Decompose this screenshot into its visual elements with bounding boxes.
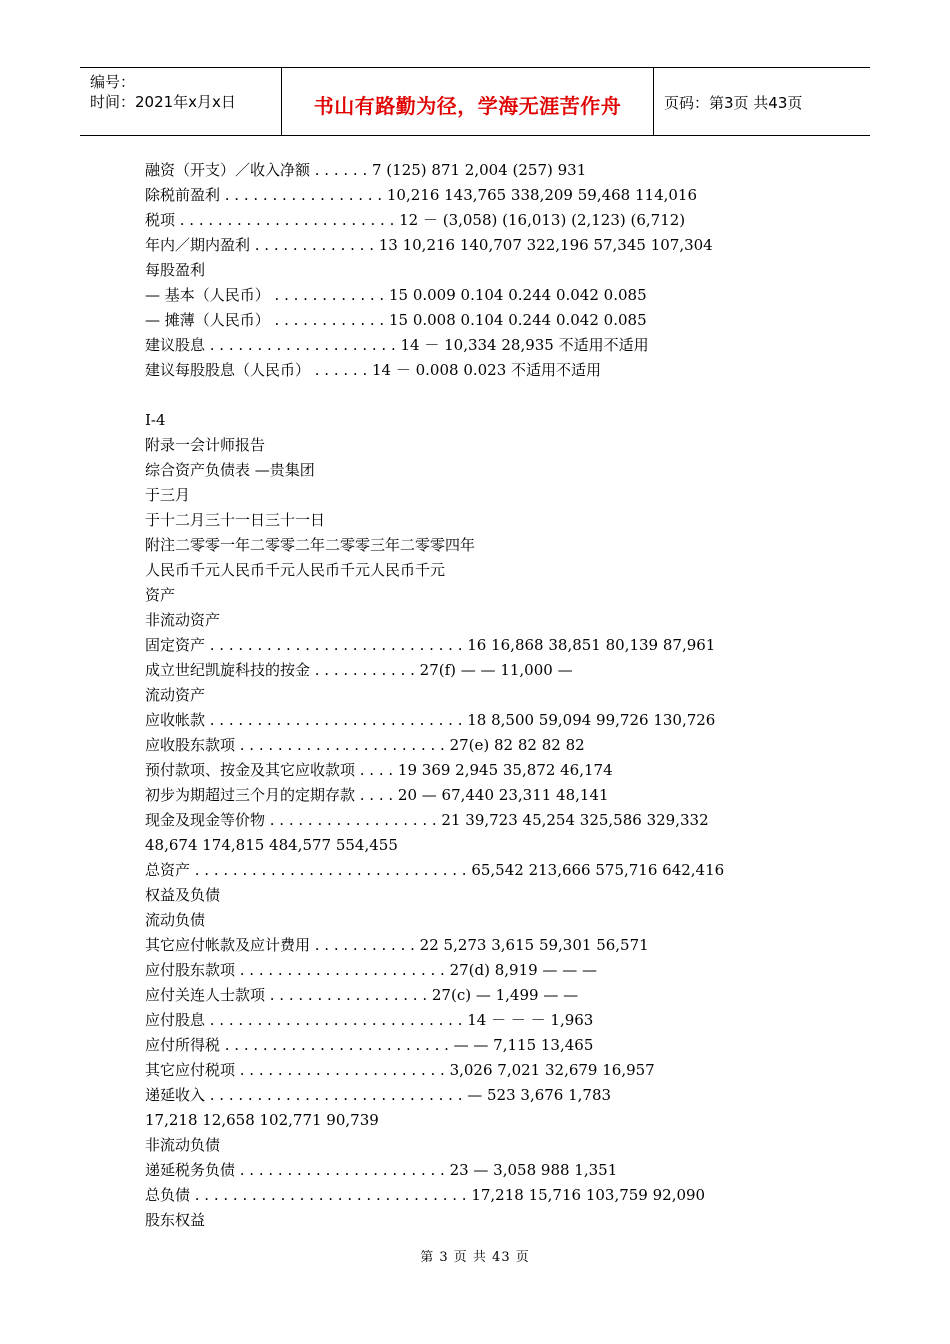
header-bottom-rule [80,135,870,136]
text-line: 附注二零零一年二零零二年二零零三年二零零四年 [145,536,476,554]
text-line: 48,674 174,815 484,577 554,455 [145,836,398,854]
text-line: 非流动负债 [145,1136,221,1154]
text-line: 应付关连人士款项 . . . . . . . . . . . . . . . . . 27(c) — 1,499 — — [145,986,579,1004]
text-line: 建议每股股息（人民币） . . . . . . 14 － 0.008 0.023 不适用不适用 [145,361,602,379]
text-line: 现金及现金等价物 . . . . . . . . . . . . . . . . . . 21 39,723 45,254 325,586 329,332 [145,811,709,829]
text-line: 应收帐款 . . . . . . . . . . . . . . . . . . . . . . . . . . . 18 8,500 59,094 99,726 130,726 [145,711,716,729]
text-line: 综合资产负债表 —贵集团 [145,461,315,479]
text-line: 流动负债 [145,911,206,929]
text-line: 17,218 12,658 102,771 90,739 [145,1111,379,1129]
text-line: 初步为期超过三个月的定期存款 . . . . 20 — 67,440 23,311 48,141 [145,786,609,804]
text-line: 总资产 . . . . . . . . . . . . . . . . . . . . . . . . . . . . . 65,542 213,666 575,716 642,416 [145,861,725,879]
text-line: 于三月 [145,486,191,504]
text-line: 税项 . . . . . . . . . . . . . . . . . . . . . . . 12 － (3,058) (16,013) (2,123) (6,712) [145,211,686,229]
text-line: 其它应付帐款及应计费用 . . . . . . . . . . . 22 5,273 3,615 59,301 56,571 [145,936,649,954]
text-line: 非流动资产 [145,611,221,629]
header-meta [90,72,236,112]
text-line: 于十二月三十一日三十一日 [145,511,326,529]
text-line: 年内／期内盈利 . . . . . . . . . . . . . 13 10,216 140,707 322,196 57,345 107,304 [145,236,713,254]
header-page-label: 页码：第3页 共43页 [664,94,803,112]
time-label: 时间：2021年x月x日 [90,93,236,111]
text-line: 预付款项、按金及其它应收款项 . . . . 19 369 2,945 35,872 46,174 [145,761,613,779]
text-line: 附录一会计师报告 [145,436,266,454]
text-line: 应付股东款项 . . . . . . . . . . . . . . . . . . . . . . 27(d) 8,919 — — — [145,961,597,979]
text-line: 人民币千元人民币千元人民币千元人民币千元 [145,561,446,579]
section-gap [145,383,765,408]
header-motto: 书山有路勤为径，学海无涯苦作舟 [313,94,622,118]
document-body [145,158,765,1233]
text-line: I-4 [145,411,166,429]
text-line: 固定资产 . . . . . . . . . . . . . . . . . . . . . . . . . . . 16 16,868 38,851 80,139 87,961 [145,636,716,654]
text-line: 资产 [145,586,176,604]
text-line: 除税前盈利 . . . . . . . . . . . . . . . . . 10,216 143,765 338,209 59,468 114,016 [145,186,698,204]
text-line: 成立世纪凯旋科技的按金 . . . . . . . . . . . 27(f) — — 11,000 — [145,661,573,679]
number-label: 编号： [90,73,136,91]
text-line: 流动资产 [145,686,206,704]
text-line: 应付所得税 . . . . . . . . . . . . . . . . . . . . . . . . — — 7,115 13,465 [145,1036,594,1054]
text-line: 递延税务负债 . . . . . . . . . . . . . . . . . . . . . . 23 — 3,058 988 1,351 [145,1161,618,1179]
page-footer: 第 3 页 共 43 页 [420,1250,530,1265]
text-line: 融资（开支）／收入净额 . . . . . . 7 (125) 871 2,004 (257) 931 [145,161,587,179]
text-line: — 摊薄（人民币） . . . . . . . . . . . . 15 0.008 0.104 0.244 0.042 0.085 [145,311,647,329]
text-line: 权益及负债 [145,886,221,904]
header-divider-right [653,67,654,136]
text-line: 每股盈利 [145,261,206,279]
text-line: 建议股息 . . . . . . . . . . . . . . . . . . . . 14 － 10,334 28,935 不适用不适用 [145,336,649,354]
text-line: 应收股东款项 . . . . . . . . . . . . . . . . . . . . . . 27(e) 82 82 82 82 [145,736,585,754]
text-line: 应付股息 . . . . . . . . . . . . . . . . . . . . . . . . . . . 14 － － － 1,963 [145,1011,594,1029]
text-line: 递延收入 . . . . . . . . . . . . . . . . . . . . . . . . . . . — 523 3,676 1,783 [145,1086,612,1104]
text-line: 总负债 . . . . . . . . . . . . . . . . . . . . . . . . . . . . . 17,218 15,716 103,759 92,090 [145,1186,706,1204]
text-line: — 基本（人民币） . . . . . . . . . . . . 15 0.009 0.104 0.244 0.042 0.085 [145,286,647,304]
header-top-rule [80,67,870,68]
text-line: 股东权益 [145,1211,206,1229]
text-line: 其它应付税项 . . . . . . . . . . . . . . . . . . . . . . 3,026 7,021 32,679 16,957 [145,1061,655,1079]
